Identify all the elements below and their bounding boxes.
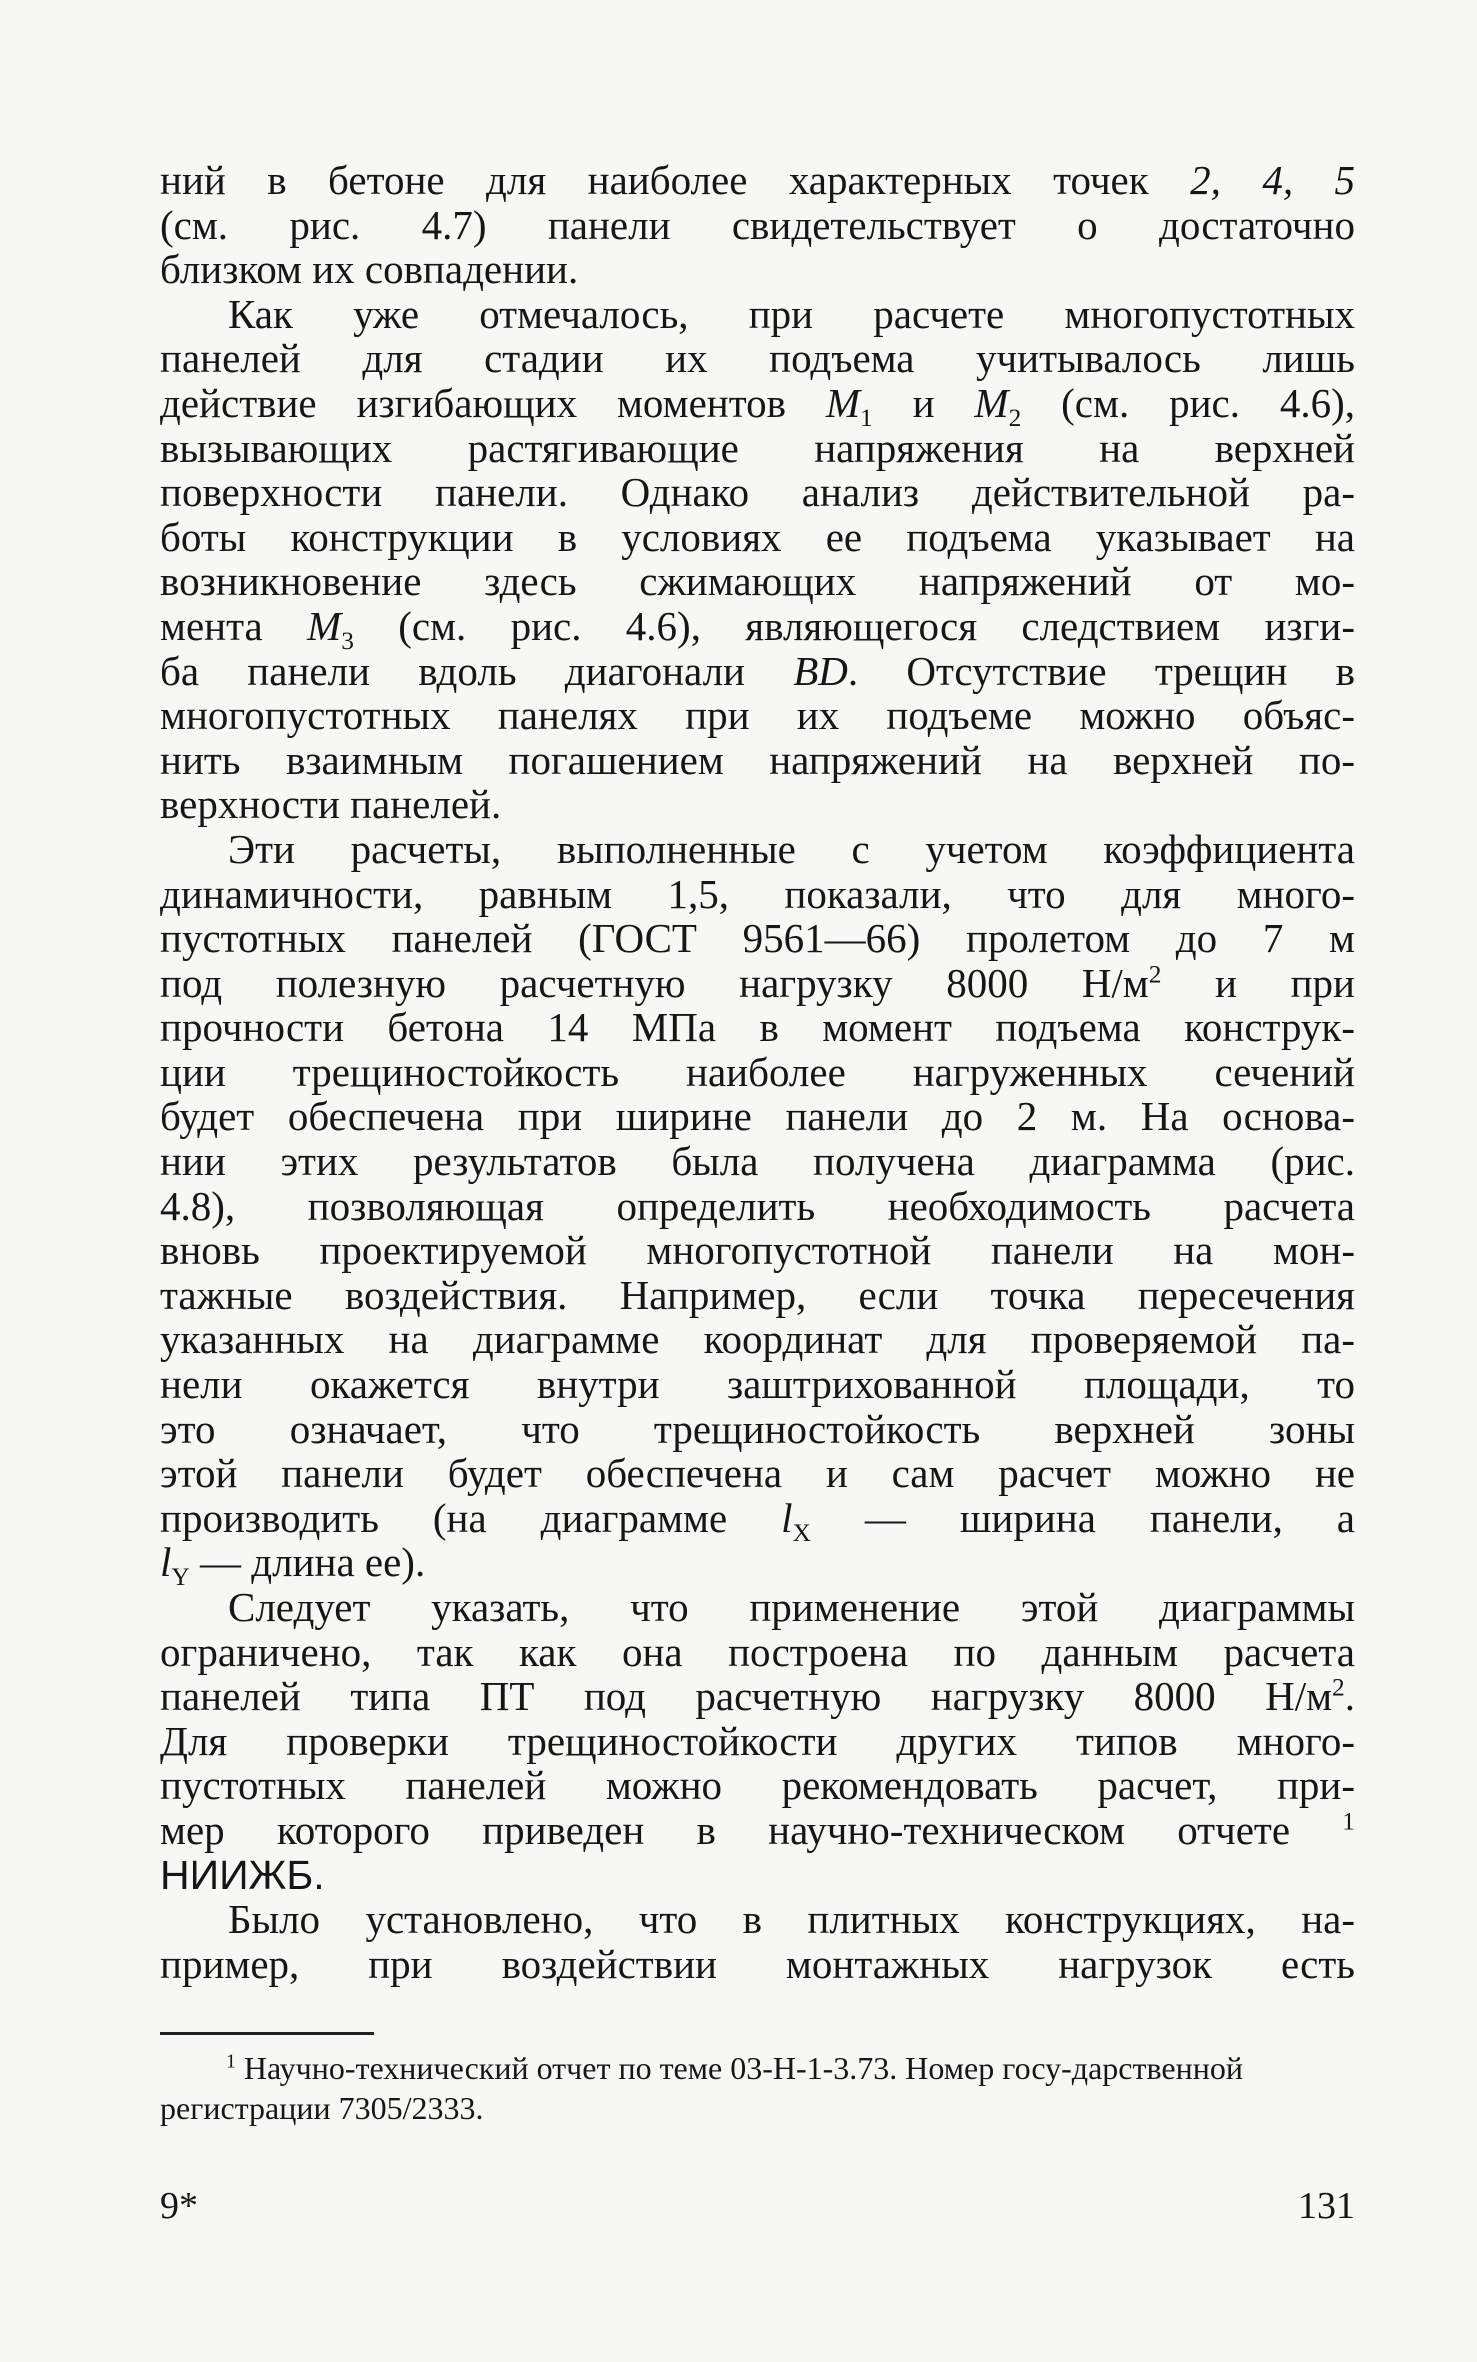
text-line: нели окажется внутри заштрихованной площади, то <box>160 1361 1355 1408</box>
footnote <box>160 2048 1355 2128</box>
text-line: под полезную расчетную нагрузку 8000 $Н/м^2$ и при <box>160 959 1355 1006</box>
text-line: возникновение здесь сжимающих напряжений от мо- <box>160 558 1355 605</box>
text-line: панелей для стадии их подъема учитывалось лишь <box>160 335 1355 382</box>
text-line: ба панели вдоль диагонали BD. Отсутствие трещин в <box>160 647 1355 694</box>
text-line: $l_Y$ — длина ее). <box>160 1539 426 1592</box>
text-line: вновь проектируемой многопустотной панели на мон- <box>160 1227 1355 1274</box>
signature-mark: 9* <box>160 2185 198 2227</box>
paragraph-3 <box>160 825 1355 1592</box>
footnote-divider <box>160 2032 374 2035</box>
paragraph-5 <box>160 1897 1355 1986</box>
footnote-text: Научно-технический отчет по теме 03-Н-1-3.73. Номер госу-дарственной регистрации 7305/2333. <box>160 2050 1243 2126</box>
text-line: Было установлено, что в плитных конструкциях, на- <box>228 1896 1355 1943</box>
text-line: нить взаимным погашением напряжений на верхней по- <box>160 736 1355 783</box>
text-line: панелей типа ПТ под расчетную нагрузку 8000 $Н/м^2$. <box>160 1673 1355 1720</box>
page-number: 131 <box>1298 2185 1355 2227</box>
text-line: мер которого приведен в научно-техническом отчете $^1$ <box>160 1806 1355 1853</box>
text-line: НИИЖБ. <box>160 1851 325 1898</box>
text-line: Эти расчеты, выполненные с учетом коэффициента <box>228 825 1355 872</box>
text-line: боты конструкции в условиях ее подъема указывает на <box>160 513 1355 560</box>
text-line: тажные воздействия. Например, если точка пересечения <box>160 1271 1355 1318</box>
paragraph-4 <box>160 1585 1355 1897</box>
text-line: верхности панелей. <box>160 781 502 828</box>
text-line: указанных на диаграмме координат для проверяемой па- <box>160 1316 1355 1363</box>
text-line: Для проверки трещиностойкости других типов много- <box>160 1717 1355 1764</box>
text-line: 4.8), позволяющая определить необходимость расчета <box>160 1182 1355 1229</box>
text-line: ний в бетоне для наиболее характерных точек 2, 4, 5 <box>160 157 1356 203</box>
paragraph-1 <box>160 158 1355 292</box>
text-line: вызывающих растягивающие напряжения на верхней <box>160 424 1355 471</box>
text-line: (см. рис. 4.7) панели свидетельствует о достаточно <box>160 201 1355 248</box>
text-line: нии этих результатов была получена диаграмма (рис. <box>160 1138 1355 1185</box>
text-line: мента $M_3$ (см. рис. 4.6), являющегося следствием изги- <box>160 602 1355 656</box>
text-line: ограничено, так как она построена по данным расчета <box>160 1628 1355 1675</box>
text-line: действие изгибающих моментов $M_1$ и $M_2$ (см. рис. 4.6), <box>160 379 1355 433</box>
main-text <box>160 158 1355 1986</box>
footnote-marker: 1 <box>226 2050 236 2073</box>
text-line: близком их совпадении. <box>160 246 579 293</box>
text-line: этой панели будет обеспечена и сам расчет можно не <box>160 1450 1355 1497</box>
paragraph-2 <box>160 292 1355 827</box>
text-line: это означает, что трещиностойкость верхней зоны <box>160 1405 1355 1452</box>
text-line: будет обеспечена при ширине панели до 2 м. На основа- <box>160 1093 1355 1140</box>
text-line: пустотных панелей можно рекомендовать расчет, при- <box>160 1762 1355 1809</box>
text-line: пустотных панелей (ГОСТ 9561—66) пролетом до 7 м <box>160 915 1355 962</box>
text-line: прочности бетона 14 МПа в момент подъема конструк- <box>160 1004 1355 1051</box>
text-line: поверхности панели. Однако анализ действительной ра- <box>160 469 1355 516</box>
text-line: Как уже отмечалось, при расчете многопустотных <box>228 290 1355 337</box>
text-line: Следует указать, что применение этой диаграммы <box>228 1584 1355 1630</box>
text-line: многопустотных панелях при их подъеме можно объяс- <box>160 692 1355 739</box>
text-line: производить (на диаграмме $l_X$ — ширина панели, а <box>160 1494 1355 1547</box>
text-line: ции трещиностойкость наиболее нагруженных сечений <box>160 1048 1355 1095</box>
text-line: пример, при воздействии монтажных нагрузок есть <box>160 1940 1355 1987</box>
text-line: динамичности, равным 1,5, показали, что для много- <box>160 870 1355 917</box>
